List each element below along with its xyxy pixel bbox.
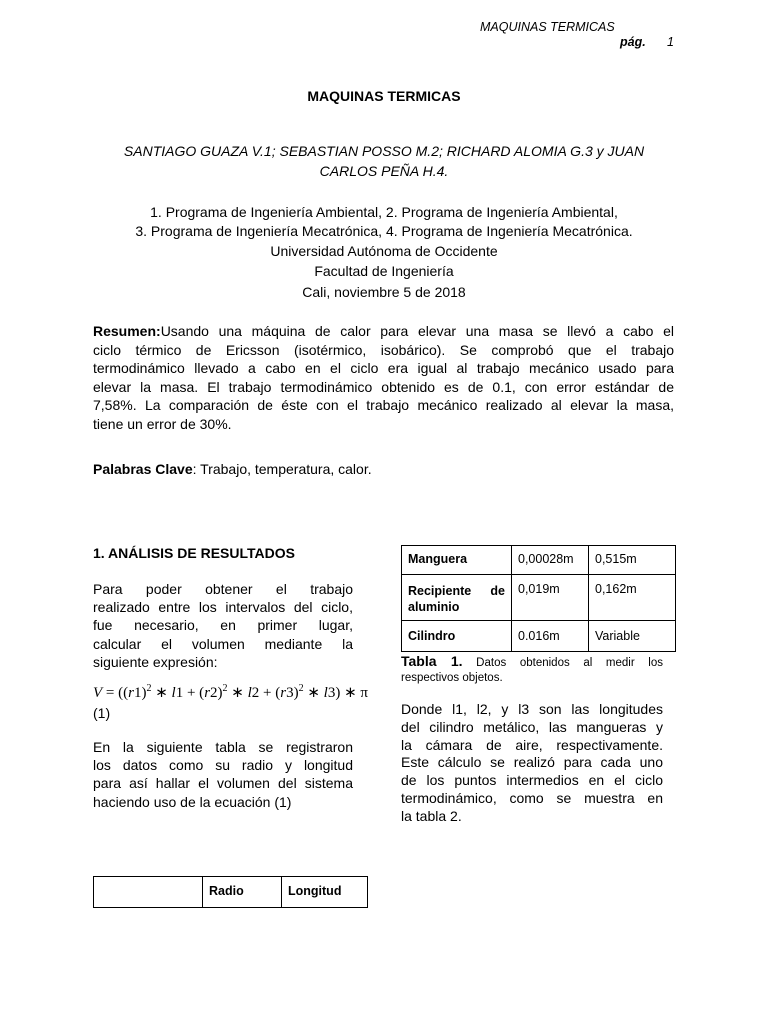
table-row — [402, 575, 676, 621]
table-cell-label: Manguera — [402, 546, 512, 575]
keywords-label: Palabras Clave — [93, 461, 193, 477]
table-row — [402, 546, 676, 575]
paragraph-line: haciendo uso de la ecuación (1) — [93, 793, 292, 810]
paragraph-line: termodinámico, como se muestra en — [401, 789, 663, 806]
caption-label: Tabla 1. — [401, 653, 463, 669]
table-2-header-radio: Radio — [203, 877, 282, 908]
table-2-header-empty — [94, 877, 203, 908]
table-1 — [401, 545, 676, 652]
authors-line-2: CARLOS PEÑA H.4. — [319, 163, 449, 179]
abstract-line: 7,58%. La comparación de éste con el trabajo mecánico realizado al elevar la masa, — [93, 397, 674, 413]
paragraph-line: Donde l1, l2, y l3 son las longitudes — [401, 701, 663, 717]
keywords-text: : Trabajo, temperatura, calor. — [192, 461, 372, 477]
table-cell-longitud: Variable — [589, 621, 676, 652]
table-cell-label: Recipiente de aluminio — [402, 575, 512, 621]
table-2 — [93, 876, 368, 908]
paragraph-line: realizado entre los intervalos del ciclo, — [93, 599, 353, 616]
paragraph-line: para así hallar el volumen del sistema — [93, 775, 353, 792]
university-name: Universidad Autónoma de Occidente — [270, 243, 498, 259]
table-cell-radio: 0,00028m — [512, 546, 589, 575]
section-paragraph-2 — [93, 738, 353, 811]
paragraph-line: la tabla 2. — [401, 807, 462, 824]
paragraph-line: del cilindro metálico, las mangueras y — [401, 718, 663, 735]
equation-number: (1) — [93, 705, 111, 721]
page-label: pág. — [620, 35, 646, 49]
paragraph-line: Este cálculo se realizó para cada uno — [401, 754, 663, 771]
table-cell-label: Cilindro — [402, 621, 512, 652]
abstract-line: termodinámico llevado a cabo en el ciclo era igual al trabajo mecánico usado para — [93, 360, 674, 376]
abstract-line: ciclo térmico de Ericsson (isotérmico, isobárico). Se comprobó que el trabajo — [93, 341, 674, 358]
paragraph-line: de los puntos intermedios en el ciclo — [401, 772, 663, 789]
section-heading: 1. ANÁLISIS DE RESULTADOS — [93, 545, 295, 561]
abstract-line: elevar la masa. El trabajo termodinámico obtenido es de 0.1, con error estándar de — [93, 378, 674, 395]
keywords — [93, 461, 372, 477]
caption-text: Datos obtenidos al medir los — [476, 657, 664, 669]
paper-title: MAQUINAS TERMICAS — [307, 88, 461, 104]
abstract-label: Resumen: — [93, 323, 161, 339]
paragraph-line: En la siguiente tabla se registraron — [93, 739, 353, 755]
page-number: 1 — [667, 35, 674, 49]
caption-text: respectivos objetos. — [401, 672, 503, 684]
abstract-line: Usando una máquina de calor para elevar una masa se llevó a cabo el — [160, 323, 674, 339]
volume-equation: $V = ((r1)^2$ ∗ $l1 + (r2)^2$ ∗ $l2 + (r3)^2$ ∗ l3) ∗ π — [93, 683, 368, 701]
table-cell-radio: 0.016m — [512, 621, 589, 652]
authors-line-1: SANTIAGO GUAZA V.1; SEBASTIAN POSSO M.2; RICHARD ALOMIA G.3 y JUAN — [123, 143, 645, 159]
table-1-caption — [401, 654, 663, 686]
table-row — [402, 621, 676, 652]
abstract — [93, 322, 674, 433]
affiliation-line: 1. Programa de Ingeniería Ambiental, 2. Programa de Ingeniería Ambiental, — [150, 204, 618, 220]
date-location: Cali, noviembre 5 de 2018 — [302, 284, 466, 300]
table-cell-longitud: 0,515m — [589, 546, 676, 575]
paragraph-line: los datos como su radio y longitud — [93, 757, 353, 774]
section-paragraph-1 — [93, 580, 353, 671]
paragraph-line: la cámara de aire, respectivamente. — [401, 736, 663, 753]
paragraph-line: siguiente expresión: — [93, 653, 218, 670]
affiliation-line: 3. Programa de Ingeniería Mecatrónica, 4. Programa de Ingeniería Mecatrónica. — [135, 223, 633, 239]
table-2-header-longitud: Longitud — [282, 877, 368, 908]
right-paragraph — [401, 701, 663, 826]
faculty-name: Facultad de Ingeniería — [314, 263, 454, 279]
paragraph-line: Para poder obtener el trabajo — [93, 581, 353, 597]
table-cell-longitud: 0,162m — [589, 575, 676, 621]
paragraph-line: calcular el volumen mediante la — [93, 635, 353, 652]
paragraph-line: fue necesario, en primer lugar, — [93, 617, 353, 634]
running-header-title: MAQUINAS TERMICAS — [480, 20, 615, 34]
table-cell-radio: 0,019m — [512, 575, 589, 621]
abstract-line: tiene un error de 30%. — [93, 415, 232, 432]
